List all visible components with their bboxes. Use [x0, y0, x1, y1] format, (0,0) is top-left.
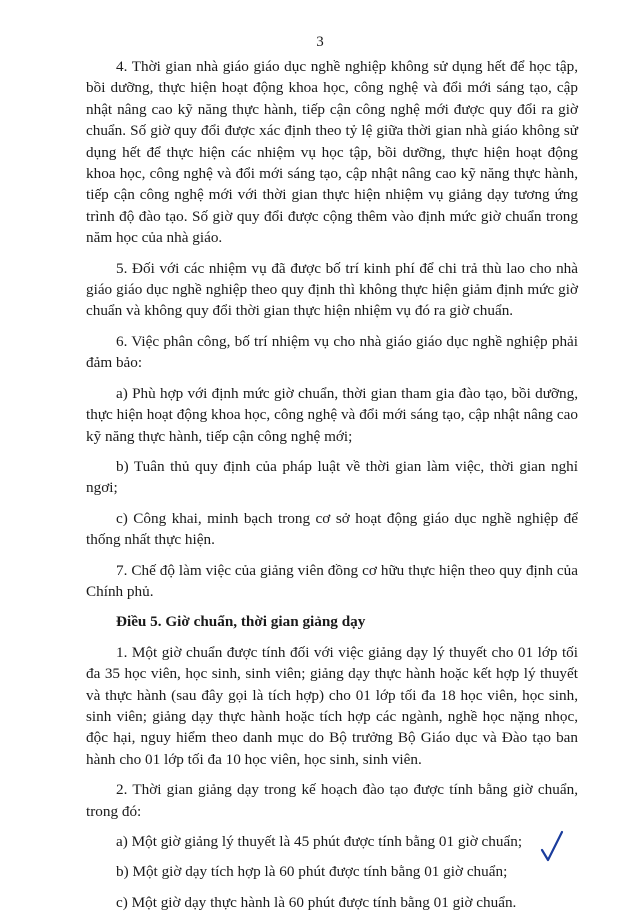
paragraph-5: 5. Đối với các nhiệm vụ đã được bố trí kinh phí để chi trả thù lao cho nhà giáo giáo dục nghề nghiệp theo quy định thì không thực hiện giảm định mức giờ chuẩn và không quy đổi thời gian thực hiện nhiệm vụ đó ra giờ chuẩn. — [86, 259, 578, 320]
paragraph-7: 7. Chế độ làm việc của giảng viên đồng cơ hữu thực hiện theo quy định của Chính phủ. — [86, 561, 578, 600]
page-number: 3 — [316, 34, 324, 50]
article-5-heading: Điều 5. Giờ chuẩn, thời gian giảng dạy — [116, 613, 366, 631]
check-mark-icon — [540, 828, 564, 864]
document-body — [86, 56, 578, 922]
article-5-clause-2c: c) Một giờ dạy thực hành là 60 phút được tính bằng 01 giờ chuẩn. — [116, 893, 517, 911]
article-5-clause-2b: b) Một giờ dạy tích hợp là 60 phút được tính bằng 01 giờ chuẩn; — [116, 863, 508, 881]
paragraph-6a: a) Phù hợp với định mức giờ chuẩn, thời gian tham gia đào tạo, bồi dưỡng, thực hiện hoạt động khoa học, công nghệ và đổi mới sáng tạo, cập nhật nâng cao kỹ năng thực hành, tiếp cận công nghệ mới; — [86, 384, 578, 445]
paragraph-4: 4. Thời gian nhà giáo giáo dục nghề nghiệp không sử dụng hết để học tập, bồi dưỡng, thực hiện hoạt động khoa học, công nghệ và đổi mới sáng tạo, cập nhật nâng cao kỹ năng thực hành, tiếp cận công nghệ mới được quy đổi ra giờ chuẩn. Số giờ quy đổi được xác định theo tỷ lệ giữa thời gian nhà giáo không sử dụng hết để thực hiện các nhiệm vụ học tập, bồi dưỡng, thực hiện hoạt động khoa học, công nghệ và đổi mới sáng tạo, cập nhật nâng cao kỹ năng thực hành, tiếp cận công nghệ mới với thời gian thực hiện nhiệm vụ giảng dạy tương ứng trình độ đào tạo. Số giờ quy đổi được cộng thêm vào định mức giờ chuẩn trong năm học của nhà giáo. — [86, 58, 578, 247]
article-5-clause-2: 2. Thời gian giảng dạy trong kế hoạch đào tạo được tính bằng giờ chuẩn, trong đó: — [86, 781, 578, 820]
article-5-clause-1: 1. Một giờ chuẩn được tính đối với việc giảng dạy lý thuyết cho 01 lớp tối đa 35 học viên, học sinh, sinh viên; giảng dạy thực hành hoặc kết hợp lý thuyết và thực hành (sau đây gọi là tích hợp) cho 01 lớp tối đa 18 học viên, học sinh, sinh viên; giảng dạy thực hành hoặc tích hợp các ngành, nghề học nặng nhọc, độc hại, nguy hiểm theo danh mục do Bộ trưởng Bộ Giáo dục và Đào tạo ban hành cho 01 lớp tối đa 10 học viên, học sinh, sinh viên. — [86, 643, 578, 768]
paragraph-6b: b) Tuân thủ quy định của pháp luật về thời gian làm việc, thời gian nghỉ ngơi; — [86, 457, 578, 497]
paragraph-6: 6. Việc phân công, bố trí nhiệm vụ cho nhà giáo giáo dục nghề nghiệp phải đảm bảo: — [86, 332, 578, 372]
paragraph-6c: c) Công khai, minh bạch trong cơ sở hoạt động giáo dục nghề nghiệp để thống nhất thực hiện. — [86, 509, 578, 549]
article-5-clause-2a: a) Một giờ giảng lý thuyết là 45 phút được tính bằng 01 giờ chuẩn; — [116, 833, 523, 850]
